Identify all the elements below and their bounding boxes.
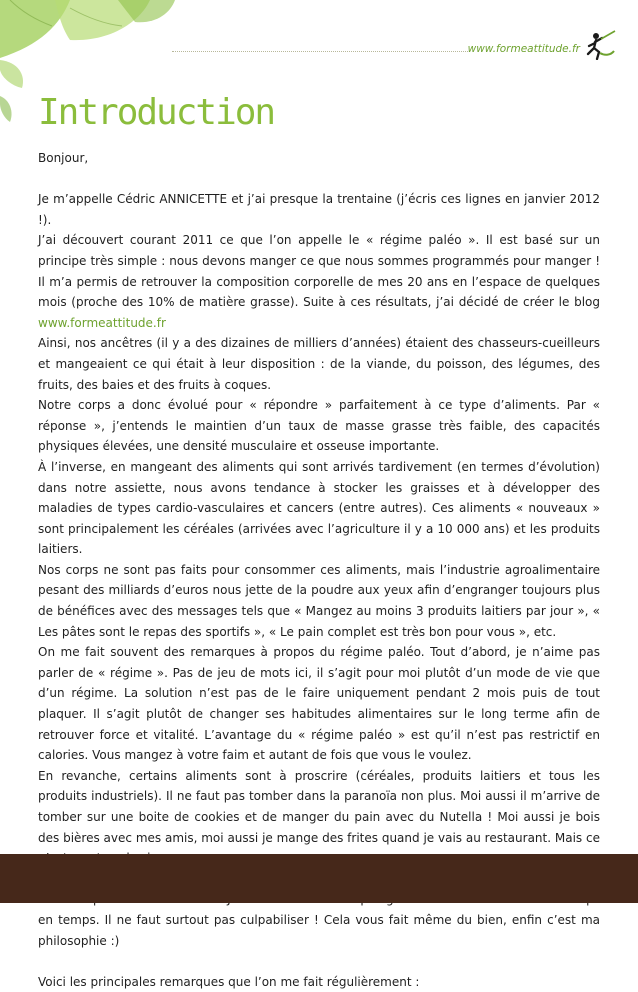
paragraph: Notre corps a donc évolué pour « répondre » parfaitement à ce type d’aliments. Par « réponse », j’entends le maintien d’un taux de masse grasse très faible, des capacités physiques élevées, une densité musculaire et osseuse importante. bbox=[38, 398, 600, 454]
greeting: Bonjour, bbox=[38, 151, 89, 165]
paragraph: À l’inverse, en mangeant des aliments qui sont arrivés tardivement (en termes d’évolution) dans notre assiette, nous avons tendance à stocker les graisses et à développer des maladies de types cardio-vasculaires et cancers (entre autres). Ces aliments « nouveaux » sont principalement les céréales (arrivées avec l’agriculture il y a 10 000 ans) et les produits laitiers. bbox=[38, 459, 600, 557]
paragraph-with-link bbox=[38, 230, 600, 333]
paragraph: On me fait souvent des remarques à propos du régime paléo. Tout d’abord, je n’aime pas parler de « régime ». Pas de jeu de mots ici, il s’agit pour moi plutôt d’un mode de vie que d’un régime. La solution n’est pas de le faire uniquement pendant 2 mois puis de tout plaquer. Il s’agit plutôt de changer ses habitudes alimentaires sur le long terme afin de retrouver force et vitalité. L’avantage du « régime paléo » est qu’il n’est pas restrictif en calories. Vous mangez à votre faim et autant de fois que vous le voulez. bbox=[38, 645, 600, 763]
header-divider bbox=[172, 51, 470, 52]
paragraph: En revanche, certains aliments sont à proscrire (céréales, produits laitiers et tous les produits industriels). Il ne faut pas tomber dans la paranoïa non plus. Moi aussi il m’arrive de tomber sur une boite de cookies et de manger du pain avec du Nutella ! Moi aussi je bois des bières avec mes amis, moi aussi je mange des frites quand je vais au restaurant. Mais ce bbox=[38, 768, 600, 845]
website-header-link[interactable]: www.formeattitude.fr bbox=[467, 43, 580, 55]
paragraph: Nos corps ne sont pas faits pour consommer ces aliments, mais l’industrie agroalimentaire pesant des milliards d’euros nous jette de la poudre aux yeux afin d’engranger toujours plus de bénéfices avec des messages tels que « Mangez au moins 3 produits laitiers par jour », « Les pâtes sont le repas des sportifs », « Le pain complet est très bon pour vous », etc. bbox=[38, 562, 600, 639]
paragraph-text: J’ai découvert courant 2011 ce que l’on appelle le « régime paléo ». Il est basé sur un principe très simple : nous devons manger ce que nous sommes programmés pour manger ! Il m’a permis de retrouver la composition corporelle de mes 20 ans en l’espace de quelques mois (proche des 10% de matière grasse). Suite à ces résultats, j’ai décidé de créer le blog bbox=[38, 233, 600, 310]
paragraph: en temps. Il ne faut surtout pas culpabiliser ! Cela vous fait même du bien, enfin c’est ma philosophie :) bbox=[38, 912, 600, 948]
paragraph: Ainsi, nos ancêtres (il y a des dizaines de milliers d’années) étaient des chasseurs-cueilleurs et mangeaient ce qui était à leur disposition : de la viande, du poisson, des légumes, des fruits, des baies et des fruits à coques. bbox=[38, 336, 600, 392]
paragraph: Voici les principales remarques que l’on me fait régulièrement : bbox=[38, 974, 420, 989]
blog-link[interactable]: www.formeattitude.fr bbox=[38, 315, 166, 330]
runner-logo-icon bbox=[582, 30, 616, 60]
page-title: Introduction bbox=[38, 92, 275, 133]
paragraph: Je m’appelle Cédric ANNICETTE et j’ai presque la trentaine (j’écris ces lignes en janvier 2012 !). bbox=[38, 192, 600, 227]
footer-bar bbox=[0, 854, 638, 903]
